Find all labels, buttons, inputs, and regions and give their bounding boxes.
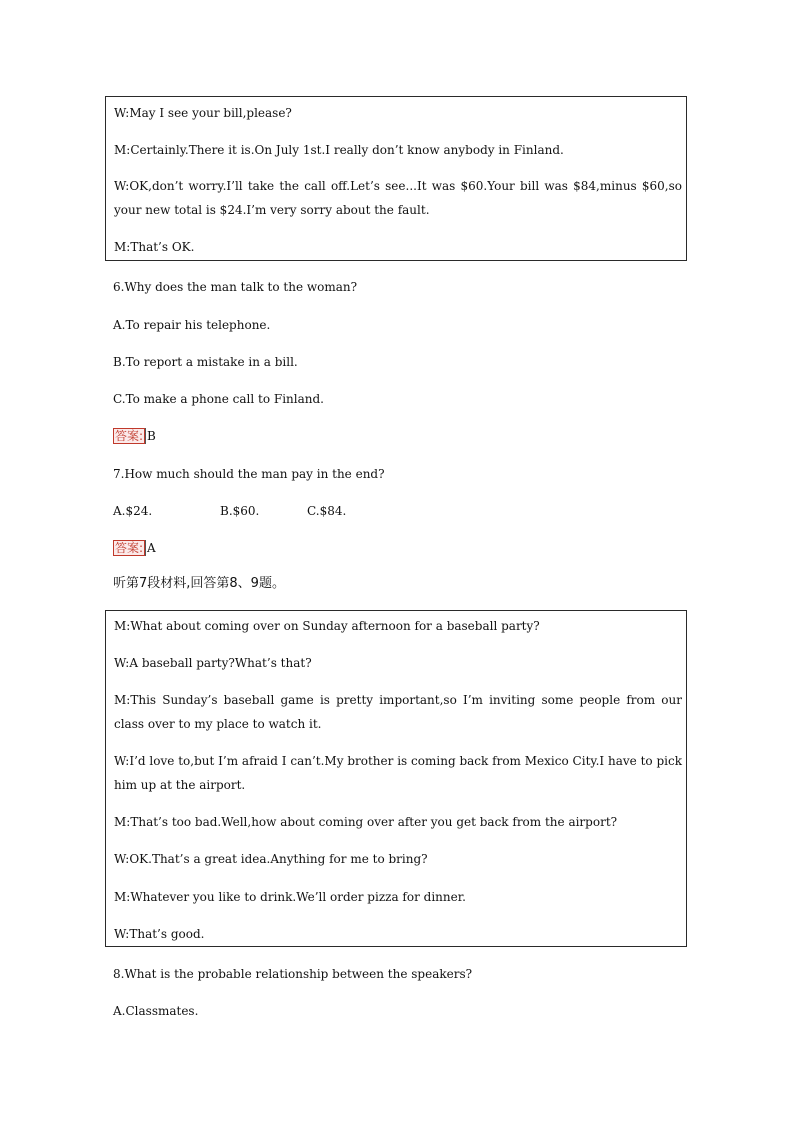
dialogue-box-2 (105, 610, 687, 947)
dialogue-line: M:Certainly.There it is.On July 1st.I really don’t know anybody in Finland. (114, 143, 564, 157)
option-7c: C.$84. (307, 504, 347, 518)
option-6a: A.To repair his telephone. (113, 318, 271, 332)
dialogue-line: W:A baseball party?What’s that? (114, 656, 312, 670)
answer-6 (113, 428, 156, 444)
answer-value: B (147, 429, 156, 443)
dialogue-line: W:OK.That’s a great idea.Anything for me to bring? (114, 852, 428, 866)
dialogue-line: M:This Sunday’s baseball game is pretty important,so I’m inviting some people from our class over to my place to watch it. (114, 693, 682, 731)
option-7b: B.$60. (220, 504, 260, 518)
question-6: 6.Why does the man talk to the woman? (113, 280, 358, 294)
dialogue-line: M:That’s OK. (114, 240, 195, 254)
option-6b: B.To report a mistake in a bill. (113, 355, 298, 369)
dialogue-line: M:That’s too bad.Well,how about coming over after you get back from the airport? (114, 815, 618, 829)
answer-label: 答案: (115, 429, 144, 443)
answer-label: 答案: (115, 541, 144, 555)
dialogue-line: W:That’s good. (114, 927, 205, 941)
dialogue-line: W:May I see your bill,please? (114, 106, 292, 120)
dialogue-line: M:What about coming over on Sunday afternoon for a baseball party? (114, 619, 540, 633)
section-heading: 听第7段材料,回答第8、9题。 (113, 576, 285, 591)
dialogue-line: W:I’d love to,but I’m afraid I can’t.My brother is coming back from Mexico City.I have to pick him up at the airport. (114, 754, 682, 792)
dialogue-line: M:Whatever you like to drink.We’ll order pizza for dinner. (114, 890, 466, 904)
answer-7 (113, 540, 156, 556)
option-8a: A.Classmates. (113, 1004, 199, 1018)
option-6c: C.To make a phone call to Finland. (113, 392, 324, 406)
option-7a: A.$24. (113, 504, 153, 518)
dialogue-box-1 (105, 96, 687, 261)
question-7: 7.How much should the man pay in the end? (113, 467, 385, 481)
dialogue-line: W:OK,don’t worry.I’ll take the call off.Let’s see...It was $60.Your bill was $84,minus $60,so your new total is $24.I’m very sorry about the fault. (114, 179, 682, 217)
question-8: 8.What is the probable relationship between the speakers? (113, 967, 473, 981)
answer-value: A (147, 541, 156, 555)
